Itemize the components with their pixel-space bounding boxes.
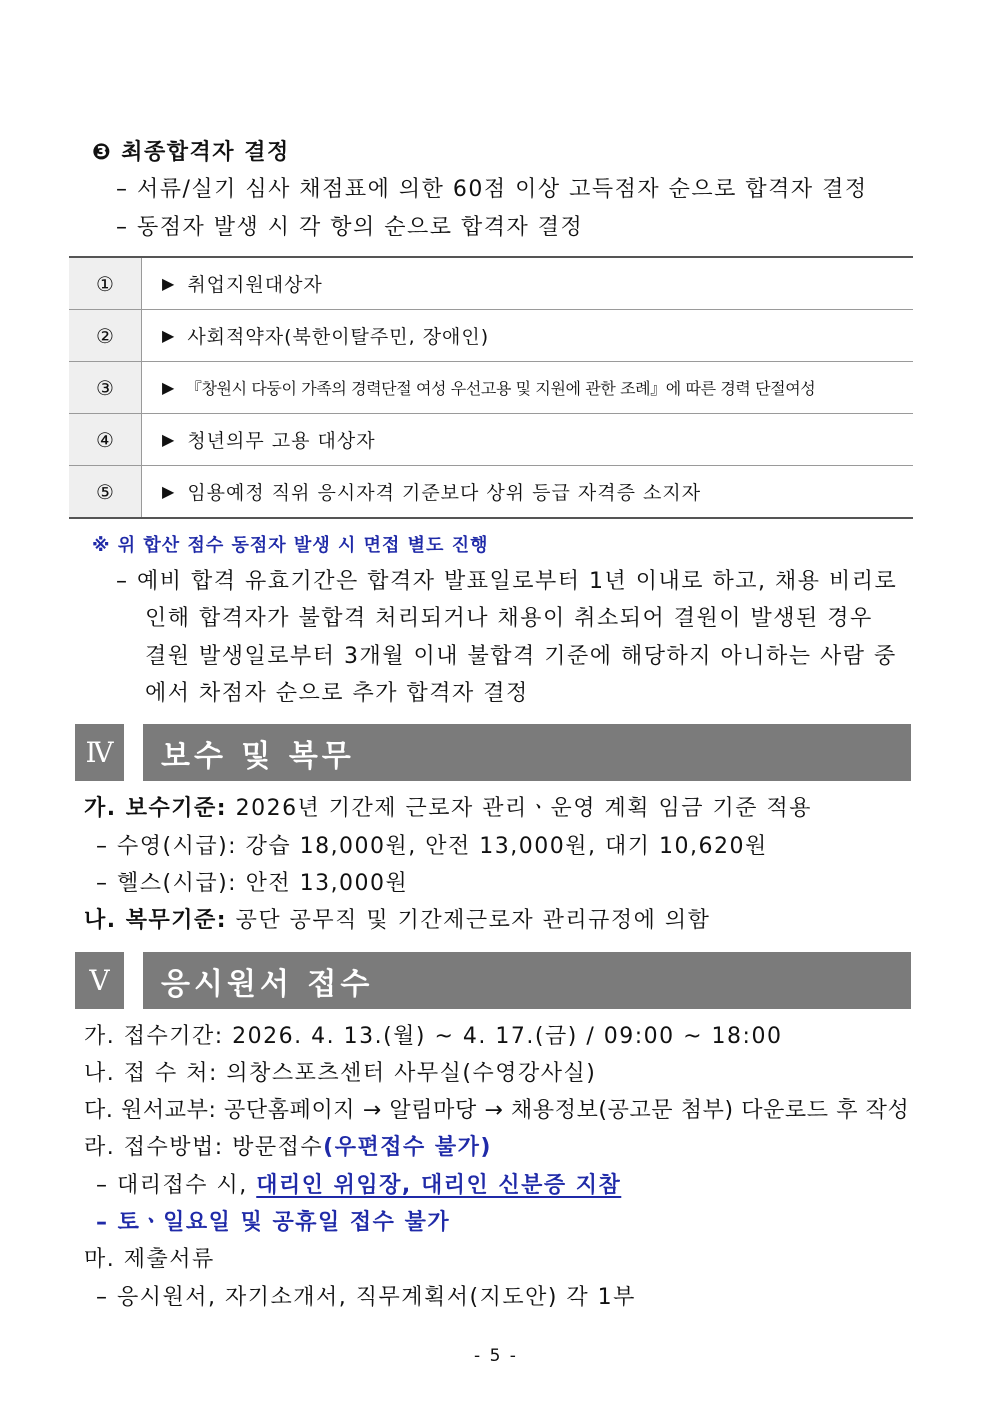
proxy-application-label: – 대리접수 시, [96, 1173, 248, 1198]
reserve-line-3: 결원 발생일로부터 3개월 이내 불합격 기준에 해당하지 아니하는 사람 중 [145, 644, 897, 669]
duty-standard-label: 나. 복무기준: [84, 908, 228, 933]
documents-list: – 응시원서, 자기소개서, 직무계획서(지도안) 각 1부 [96, 1285, 636, 1310]
tie-priority-table [69, 256, 913, 519]
duty-standard [84, 906, 710, 936]
triangle-right-icon: ▶ [162, 274, 176, 293]
documents-label: 마. 제출서류 [84, 1247, 215, 1272]
pay-standard-value: 2026년 기간제 근로자 관리ㆍ운영 계획 임금 기준 적용 [227, 796, 813, 821]
application-form: 다. 원서교부: 공단홈페이지 → 알림마당 → 채용정보(공고문 첨부) 다운로드 후 작성 [84, 1098, 910, 1123]
section-5-number: Ⅴ [75, 952, 124, 1009]
health-wage: – 헬스(시급): 안전 13,000원 [96, 871, 409, 896]
table-row [69, 413, 913, 465]
application-method-label: 라. 접수방법: 방문접수 [84, 1135, 324, 1160]
page-number: - 5 - [474, 1346, 518, 1366]
priority-text: 임용예정 직위 응시자격 기준보다 상위 등급 자격증 소지자 [187, 482, 702, 504]
final-selection-heading: ❸ 최종합격자 결정 [92, 140, 290, 165]
application-method [84, 1133, 492, 1163]
application-method-note: (우편접수 불가) [323, 1135, 492, 1160]
proxy-application [96, 1171, 621, 1201]
priority-number: ② [69, 310, 142, 361]
application-period: 가. 접수기간: 2026. 4. 13.(월) ~ 4. 17.(금) / 09:00 ~ 18:00 [84, 1024, 783, 1049]
table-row [69, 309, 913, 361]
reserve-line-4: 에서 차점자 순으로 추가 합격자 결정 [145, 681, 529, 706]
section-4-number: Ⅳ [75, 724, 124, 781]
triangle-right-icon: ▶ [162, 430, 176, 449]
triangle-right-icon: ▶ [162, 326, 176, 345]
priority-text: 사회적약자(북한이탈주민, 장애인) [187, 326, 490, 348]
reserve-line-1: – 예비 합격 유효기간은 합격자 발표일로부터 1년 이내로 하고, 채용 비리로 [116, 569, 898, 594]
final-selection-line-2: – 동점자 발생 시 각 항의 순으로 합격자 결정 [116, 215, 584, 240]
application-place: 나. 접 수 처: 의창스포츠센터 사무실(수영강사실) [84, 1061, 597, 1086]
interview-note: ※ 위 합산 점수 동점자 발생 시 면접 별도 진행 [92, 535, 489, 556]
priority-text: 취업지원대상자 [187, 274, 323, 296]
swim-wage: – 수영(시급): 강습 18,000원, 안전 13,000원, 대기 10,620원 [96, 834, 768, 859]
reserve-line-2: 인해 합격자가 불합격 처리되거나 채용이 취소되어 결원이 발생된 경우 [145, 606, 873, 631]
triangle-right-icon: ▶ [162, 482, 176, 501]
pay-standard [84, 794, 812, 824]
triangle-right-icon: ▶ [162, 378, 174, 397]
priority-number: ⑤ [69, 466, 142, 517]
priority-number: ④ [69, 414, 142, 465]
priority-text: 청년의무 고용 대상자 [187, 430, 376, 452]
table-row [69, 361, 913, 413]
table-row [69, 465, 913, 517]
duty-standard-value: 공단 공무직 및 기간제근로자 관리규정에 의함 [227, 908, 711, 933]
holiday-notice: – 토ㆍ일요일 및 공휴일 접수 불가 [96, 1210, 451, 1235]
priority-text: 『창원시 다둥이 가족의 경력단절 여성 우선고용 및 지원에 관한 조례』에 따른 경력 단절여성 [185, 379, 816, 398]
final-selection-line-1: – 서류/실기 심사 채점표에 의한 60점 이상 고득점자 순으로 합격자 결정 [116, 177, 868, 202]
proxy-application-note: 대리인 위임장, 대리인 신분증 지참 [256, 1173, 622, 1198]
pay-standard-label: 가. 보수기준: [84, 796, 228, 821]
priority-number: ③ [69, 362, 142, 413]
priority-number: ① [69, 258, 142, 309]
section-4-title: 보수 및 복무 [143, 724, 911, 781]
table-row [69, 258, 913, 309]
section-5-title: 응시원서 접수 [143, 952, 911, 1009]
